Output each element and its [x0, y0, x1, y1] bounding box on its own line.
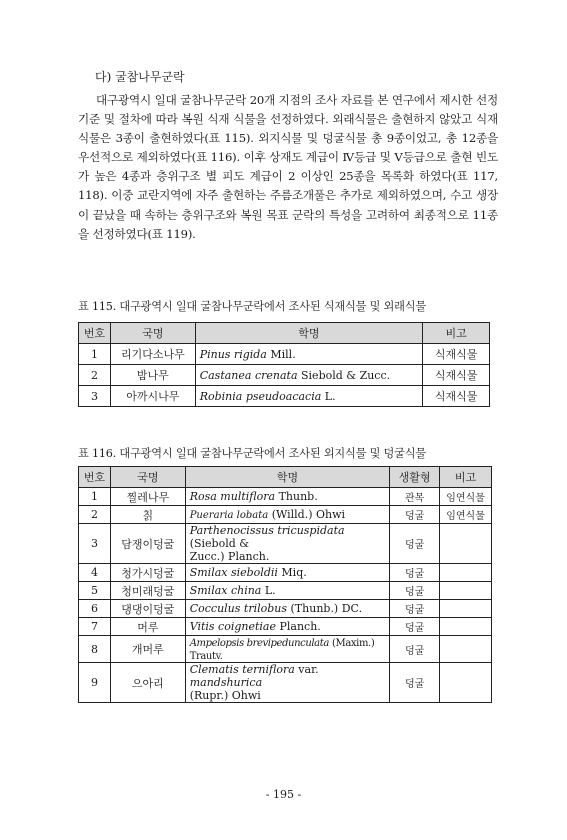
cell-scientific-name [195, 344, 422, 365]
cell-no: 3 [79, 524, 111, 564]
cell-life-form: 덩굴 [390, 618, 440, 636]
scientific-name: Vitis coignetiae [189, 620, 276, 633]
cell-scientific-name [185, 488, 390, 506]
cell-note [440, 600, 492, 618]
scientific-name: Pinus rigida [199, 347, 267, 361]
cell-scientific-name [185, 506, 390, 524]
table-116 [78, 466, 492, 703]
cell-name: 담쟁이덩굴 [110, 524, 185, 564]
author: L. [264, 584, 276, 597]
column-header-scientific-name: 학명 [195, 323, 422, 344]
section-heading: 다) 굴참나무군락 [95, 70, 185, 84]
author: (Thunb.) DC. [290, 602, 363, 615]
cell-note [440, 618, 492, 636]
scientific-name: Robinia pseudoacacia [199, 389, 322, 403]
cell-no: 7 [79, 618, 111, 636]
cell-no: 9 [79, 663, 111, 703]
cell-scientific-name [195, 386, 422, 407]
scientific-name: Smilax china [189, 584, 262, 597]
table-row [79, 488, 492, 506]
column-header-note: 비고 [440, 467, 492, 488]
scientific-name: Parthenocissus tricuspidata [189, 524, 345, 537]
cell-scientific-name [195, 365, 422, 386]
cell-life-form: 덩굴 [390, 663, 440, 703]
cell-name: 댕댕이덩굴 [110, 600, 185, 618]
author: Mill. [270, 347, 296, 361]
cell-life-form: 덩굴 [390, 506, 440, 524]
author: Thunb. [278, 490, 318, 503]
author-continued: Zucc.) Planch. [189, 550, 270, 563]
table-row [79, 582, 492, 600]
body-paragraph: 대구광역시 일대 굴참나무군락 20개 지점의 조사 자료를 본 연구에서 제시한 선정 기준 및 절차에 따라 복원 식재 식물을 선정하였다. 외래식물은 출현하지 않았고 식재식물은 3종이 출현하였다(표 115). 외지식물 및 덩굴식물 총 9종이었고, 총 12종을 우선적으로 제외하였다(표 116). 이후 상재도 계급이 Ⅳ등급 및 Ⅴ등급으로 출현 빈도가 높은 4종과 층위구조 별 피도 계급이 2 이상인 25종을 목록화 하였다(표 117, 118). 이중 교란지역에 자주 출현하는 주름조개풀은 추가로 제외하였으며, 수고 생장이 끝났을 때 속하는 층위구조와 복원 목표 군락의 특성을 고려하여 최종적으로 11종을 선정하였다(표 119). [78, 93, 498, 241]
cell-no: 3 [79, 386, 111, 407]
cell-no: 8 [79, 636, 111, 663]
table-115-caption: 표 115. 대구광역시 일대 굴참나무군락에서 조사된 식재식물 및 외래식물 [78, 300, 426, 313]
cell-no: 6 [79, 600, 111, 618]
author-continued: (Rupr.) Ohwi [189, 689, 261, 702]
table-row [79, 386, 490, 407]
cell-name: 아까시나무 [110, 386, 195, 407]
column-header-life-form: 생활형 [390, 467, 440, 488]
table-row [79, 618, 492, 636]
cell-scientific-name [185, 582, 390, 600]
cell-life-form: 덩굴 [390, 564, 440, 582]
cell-name: 으아리 [110, 663, 185, 703]
cell-no: 4 [79, 564, 111, 582]
cell-name: 밤나무 [110, 365, 195, 386]
scientific-name: Castanea crenata [199, 368, 298, 382]
table-row [79, 344, 490, 365]
table-row [79, 600, 492, 618]
author: Siebold & Zucc. [301, 368, 391, 382]
table-116-caption: 표 116. 대구광역시 일대 굴참나무군락에서 조사된 외지식물 및 덩굴식물 [78, 447, 426, 460]
cell-no: 1 [79, 488, 111, 506]
author: Miq. [281, 566, 307, 579]
cell-name: 리기다소나무 [110, 344, 195, 365]
cell-life-form: 덩굴 [390, 524, 440, 564]
column-header-scientific-name: 학명 [185, 467, 390, 488]
cell-name: 청가시덩굴 [110, 564, 185, 582]
cell-name: 칡 [110, 506, 185, 524]
column-header-note: 비고 [423, 323, 490, 344]
author: L. [324, 389, 336, 403]
scientific-name: Rosa multiflora [189, 490, 276, 503]
author: (Willd.) Ohwi [271, 508, 346, 521]
table-row [79, 506, 492, 524]
cell-note [440, 564, 492, 582]
cell-note [440, 636, 492, 663]
cell-no: 2 [79, 365, 111, 386]
cell-life-form: 덩굴 [390, 600, 440, 618]
page-number: - 195 - [265, 788, 302, 801]
column-header-name: 국명 [110, 323, 195, 344]
infraspecific-name: mandshurica [189, 676, 263, 689]
cell-name: 개머루 [110, 636, 185, 663]
column-header-no: 번호 [79, 467, 111, 488]
table-row [79, 564, 492, 582]
cell-note [440, 524, 492, 564]
cell-scientific-name [185, 618, 390, 636]
scientific-name: Pueraria lobata [189, 510, 269, 521]
cell-note [440, 663, 492, 703]
cell-scientific-name [185, 524, 390, 564]
cell-name: 머루 [110, 618, 185, 636]
cell-no: 2 [79, 506, 111, 524]
table-row [79, 524, 492, 564]
table-row [79, 663, 492, 703]
table-115 [78, 322, 490, 407]
cell-note [440, 582, 492, 600]
column-header-name: 국명 [110, 467, 185, 488]
cell-life-form: 덩굴 [390, 636, 440, 663]
cell-scientific-name [185, 600, 390, 618]
scientific-name: Ampelopsis brevipedunculata [189, 638, 329, 649]
scientific-name: Cocculus trilobus [189, 602, 288, 615]
cell-note: 식재식물 [423, 344, 490, 365]
table-header-row [79, 467, 492, 488]
cell-no: 5 [79, 582, 111, 600]
scientific-name: Smilax sieboldii [189, 566, 278, 579]
cell-scientific-name [185, 663, 390, 703]
cell-scientific-name [185, 636, 390, 663]
author: var. [298, 663, 319, 676]
cell-no: 1 [79, 344, 111, 365]
cell-note: 식재식물 [423, 386, 490, 407]
cell-life-form: 덩굴 [390, 582, 440, 600]
table-header-row [79, 323, 490, 344]
cell-life-form: 관목 [390, 488, 440, 506]
author: Planch. [279, 620, 321, 633]
author: (Maxim.) Trautv. [189, 638, 375, 662]
scientific-name: Clematis terniflora [189, 663, 295, 676]
cell-name: 찔레나무 [110, 488, 185, 506]
cell-note: 임연식물 [440, 488, 492, 506]
table-row [79, 636, 492, 663]
cell-note: 임연식물 [440, 506, 492, 524]
cell-note: 식재식물 [423, 365, 490, 386]
cell-scientific-name [185, 564, 390, 582]
column-header-no: 번호 [79, 323, 111, 344]
author: (Siebold & [189, 537, 250, 550]
table-row [79, 365, 490, 386]
cell-name: 청미래덩굴 [110, 582, 185, 600]
